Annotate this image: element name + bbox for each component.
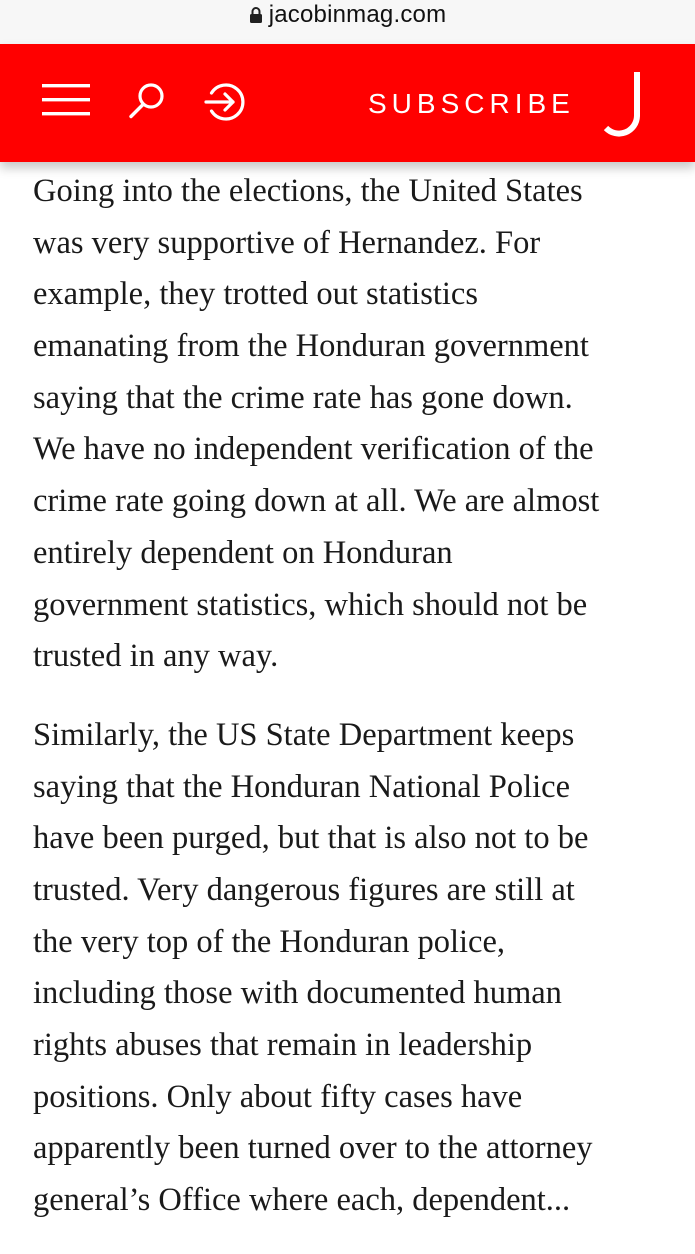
site-header <box>0 44 695 162</box>
lock-icon <box>249 6 263 24</box>
search-icon <box>124 78 170 129</box>
subscribe-button[interactable]: SUBSCRIBE <box>368 88 575 119</box>
text-line: general’s Office where each, dependent... <box>33 1182 571 1219</box>
menu-button[interactable] <box>40 82 94 122</box>
article-paragraph <box>33 166 673 683</box>
text-line: saying that the crime rate has gone down. <box>33 379 573 416</box>
text-line: have been purged, but that is also not to be <box>33 820 589 857</box>
text-line: trusted. Very dangerous figures are still at <box>33 871 575 908</box>
text-line: example, they trotted out statistics <box>33 276 478 313</box>
jacobin-j-logo[interactable] <box>598 70 654 142</box>
text-line: government statistics, which should not be <box>33 586 588 623</box>
text-line: Similarly, the US State Department keeps <box>33 716 575 753</box>
text-line: including those with documented human <box>33 975 562 1012</box>
text-line: saying that the Honduran National Police <box>33 768 571 805</box>
url-text[interactable]: jacobinmag.com <box>268 1 447 28</box>
url-display[interactable] <box>249 1 447 29</box>
article-body <box>33 166 673 1254</box>
text-line: trusted in any way. <box>33 638 279 675</box>
text-line: We have no independent verification of the <box>33 431 594 468</box>
hamburger-menu-icon <box>40 80 94 125</box>
text-line: rights abuses that remain in leadership <box>33 1027 533 1063</box>
text-line: crime rate going down at all. We are almost <box>33 483 600 520</box>
browser-url-bar[interactable] <box>0 0 695 44</box>
text-line: apparently been turned over to the attorney <box>33 1130 593 1167</box>
search-button[interactable] <box>124 80 170 126</box>
text-line: emanating from the Honduran government <box>33 328 589 365</box>
text-line: was very supportive of Hernandez. For <box>33 224 541 261</box>
text-line: Going into the elections, the United States <box>33 173 583 209</box>
text-line: entirely dependent on Honduran <box>33 534 453 571</box>
text-line: the very top of the Honduran police, <box>33 923 506 960</box>
article-paragraph <box>33 710 673 1227</box>
login-icon <box>201 78 249 131</box>
login-button[interactable] <box>201 80 249 128</box>
text-line: positions. Only about fifty cases have <box>33 1078 523 1115</box>
